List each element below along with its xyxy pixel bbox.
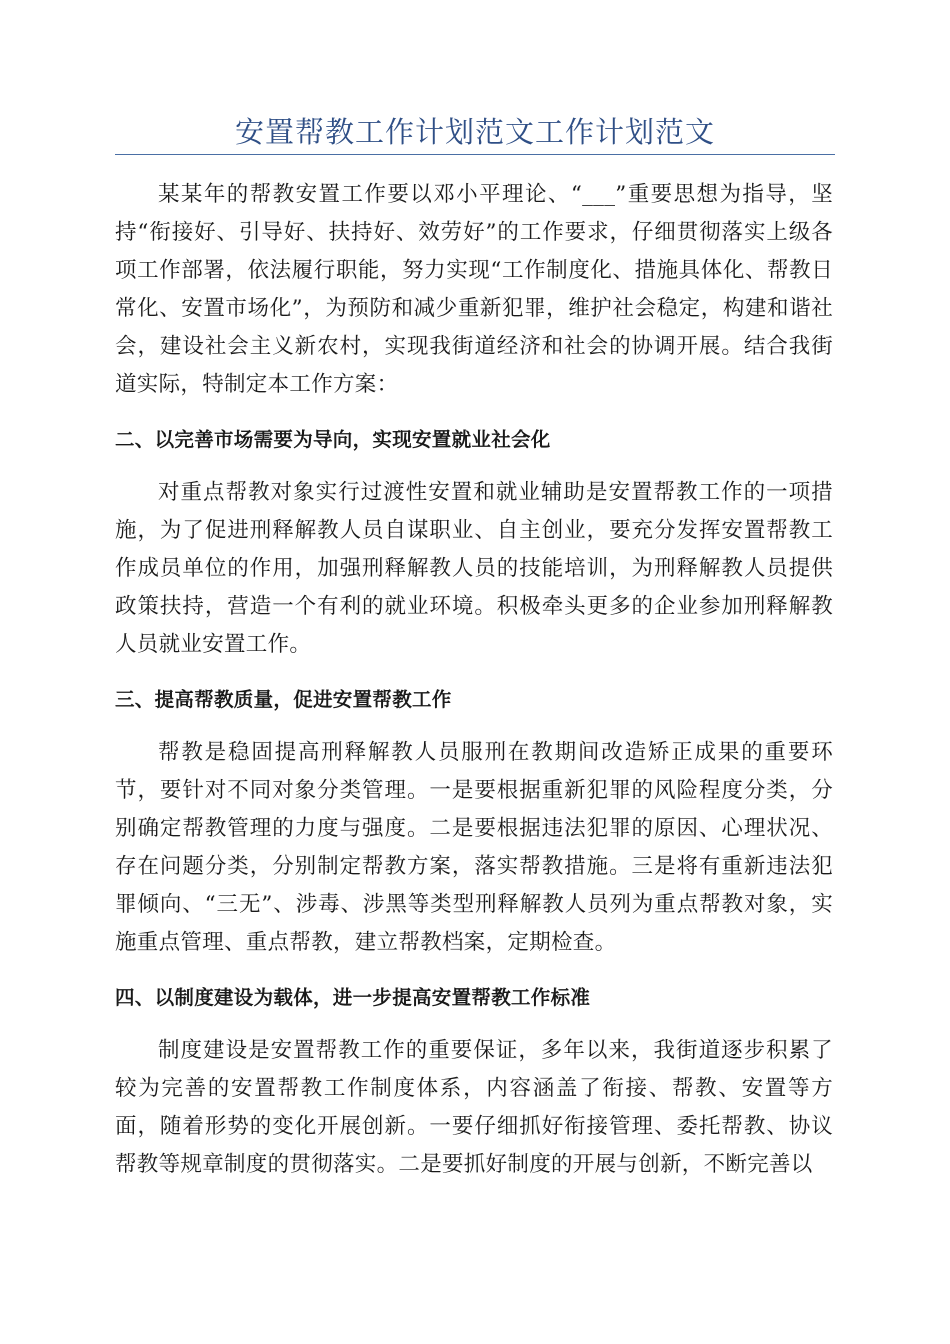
document-title: 安置帮教工作计划范文工作计划范文 (234, 115, 715, 149)
section-heading-2: 二、以完善市场需要为导向，实现安置就业社会化 (115, 428, 551, 451)
document-body (115, 176, 833, 1184)
section-paragraph-2: 对重点帮教对象实行过渡性安置和就业辅助是安置帮教工作的一项措施，为了促进刑释解教人员自谋职业、自主创业，要充分发挥安置帮教工作成员单位的作用，加强刑释解教人员的技能培训，为刑释解教人员提供政策扶持，营造一个有利的就业环境。积极牵头更多的企业参加刑释解教人员就业安置工作。 (115, 480, 833, 657)
section-heading-3: 三、提高帮教质量，促进安置帮教工作 (115, 688, 452, 711)
section-paragraph-3: 帮教是稳固提高刑释解教人员服刑在教期间改造矫正成果的重要环节，要针对不同对象分类管理。一是要根据重新犯罪的风险程度分类，分别确定帮教管理的力度与强度。二是要根据违法犯罪的原因、心理状况、存在问题分类，分别制定帮教方案，落实帮教措施。三是将有重新违法犯罪倾向、“三无”、涉毒、涉黑等类型刑释解教人员列为重点帮教对象，实施重点管理、重点帮教，建立帮教档案，定期检查。 (115, 740, 833, 955)
section-paragraph-4: 制度建设是安置帮教工作的重要保证，多年以来，我街道逐步积累了较为完善的安置帮教工作制度体系，内容涵盖了衔接、帮教、安置等方面，随着形势的变化开展创新。一要仔细抓好衔接管理、委托帮教、协议帮教等规章制度的贯彻落实。二是要抓好制度的开展与创新，不断完善以 (115, 1038, 833, 1177)
title-underline (115, 154, 835, 155)
intro-paragraph: 某某年的帮教安置工作要以邓小平理论、“___”重要思想为指导，坚持“衔接好、引导好、扶持好、效劳好”的工作要求，仔细贯彻落实上级各项工作部署，依法履行职能，努力实现“工作制度化、措施具体化、帮教日常化、安置市场化”，为预防和减少重新犯罪，维护社会稳定，构建和谐社会，建设社会主义新农村，实现我街道经济和社会的协调开展。结合我街道实际，特制定本工作方案： (115, 182, 833, 397)
section-heading-4: 四、以制度建设为载体，进一步提高安置帮教工作标准 (115, 986, 591, 1009)
